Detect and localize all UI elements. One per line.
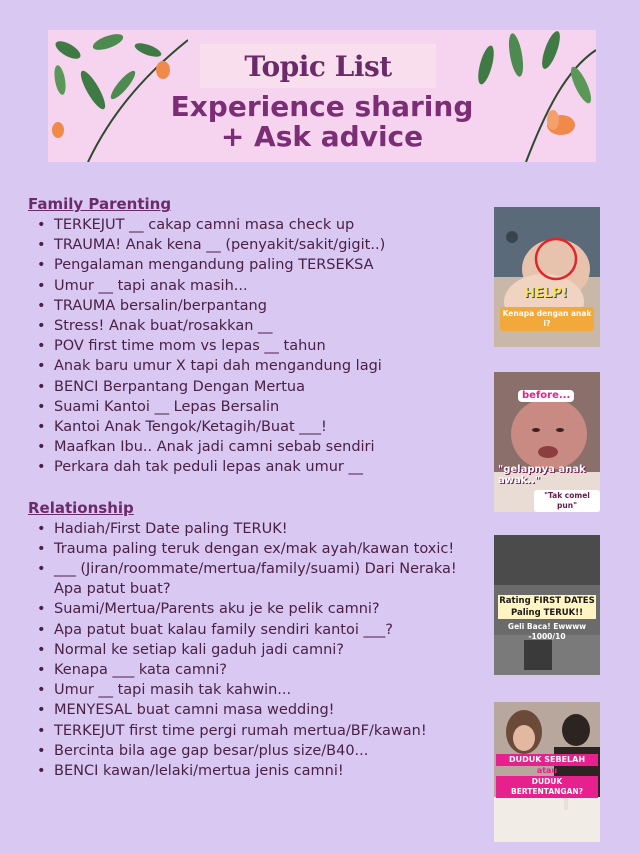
list-item: • ___ (Jiran/roommate/mertua/family/suami) Dari Neraka! Apa patut buat? <box>28 559 483 599</box>
page-title: Topic List <box>244 49 392 83</box>
list-item: • Suami Kantoi __ Lepas Bersalin <box>28 397 483 417</box>
thumbnail-2-text-3: "Tak comel pun" <box>534 490 600 512</box>
family-parenting-list <box>28 215 483 478</box>
list-item: • BENCI Berpantang Dengan Mertua <box>28 377 483 397</box>
page-subtitle <box>48 92 596 152</box>
subtitle-line-2: + Ask advice <box>220 120 424 153</box>
section-heading-relationship: Relationship <box>28 498 134 517</box>
thumbnail-duduk-sebelah <box>494 702 600 842</box>
list-item: • Kantoi Anak Tengok/Ketagih/Buat ___! <box>28 417 483 437</box>
list-item: • Pengalaman mengandung paling TERSEKSA <box>28 255 483 275</box>
subtitle-line-1: Experience sharing <box>170 90 474 123</box>
section-gap <box>28 478 483 498</box>
thumbnail-first-dates <box>494 535 600 675</box>
thumbnail-baby-help <box>494 207 600 347</box>
list-item: • Umur __ tapi masih tak kahwin... <box>28 680 483 700</box>
list-item: • TRAUMA bersalin/berpantang <box>28 296 483 316</box>
list-item: • Umur __ tapi anak masih... <box>28 276 483 296</box>
thumbnail-baby-before <box>494 372 600 512</box>
list-item: • Kenapa ___ kata camni? <box>28 660 483 680</box>
list-item: • Maafkan Ibu.. Anak jadi camni sebab sendiri <box>28 437 483 457</box>
list-item: • Stress! Anak buat/rosakkan __ <box>28 316 483 336</box>
list-item: • POV first time mom vs lepas __ tahun <box>28 336 483 356</box>
list-item: • MENYESAL buat camni masa wedding! <box>28 700 483 720</box>
thumbnail-2-text-2: "gelapnya anak awak.." <box>498 464 586 486</box>
list-item: • Bercinta bila age gap besar/plus size/B40... <box>28 741 483 761</box>
list-item: • Trauma paling teruk dengan ex/mak ayah/kawan toxic! <box>28 539 483 559</box>
list-item: • Anak baru umur X tapi dah mengandung lagi <box>28 356 483 376</box>
thumbnail-1-text-1: HELP! <box>524 286 568 301</box>
header-banner <box>48 30 596 162</box>
list-item: • TRAUMA! Anak kena __ (penyakit/sakit/gigit..) <box>28 235 483 255</box>
list-item: • TERKEJUT __ cakap camni masa check up <box>28 215 483 235</box>
list-item: • Hadiah/First Date paling TERUK! <box>28 519 483 539</box>
list-item: • BENCI kawan/lelaki/mertua jenis camni! <box>28 761 483 781</box>
thumbnail-4-text-2: atau <box>536 766 558 775</box>
thumbnail-3-text-4: -1000/10 <box>528 632 566 641</box>
title-box <box>200 44 436 88</box>
list-item: • TERKEJUT first time pergi rumah mertua/BF/kawan! <box>28 721 483 741</box>
topic-content <box>28 194 483 781</box>
list-item: • Normal ke setiap kali gaduh jadi camni? <box>28 640 483 660</box>
list-item: • Perkara dah tak peduli lepas anak umur __ <box>28 457 483 477</box>
thumbnail-1-text-2: Kenapa dengan anak i? <box>500 307 594 331</box>
thumbnail-3-text-3: Geli Baca! Ewwww <box>507 622 587 631</box>
list-item: • Apa patut buat kalau family sendiri kantoi ___? <box>28 620 483 640</box>
thumbnail-4-text-1: DUDUK SEBELAH <box>496 754 598 766</box>
relationship-list <box>28 519 483 782</box>
thumbnail-3-text-2: Paling TERUK!! <box>498 607 596 619</box>
list-item: • Suami/Mertua/Parents aku je ke pelik camni? <box>28 599 483 619</box>
section-heading-family-parenting: Family Parenting <box>28 195 172 213</box>
thumbnail-2-text-1: before... <box>518 390 574 402</box>
thumbnail-4-text-3: DUDUK BERTENTANGAN? <box>496 776 598 798</box>
thumbnail-3-text-1: Rating FIRST DATES <box>499 596 595 606</box>
